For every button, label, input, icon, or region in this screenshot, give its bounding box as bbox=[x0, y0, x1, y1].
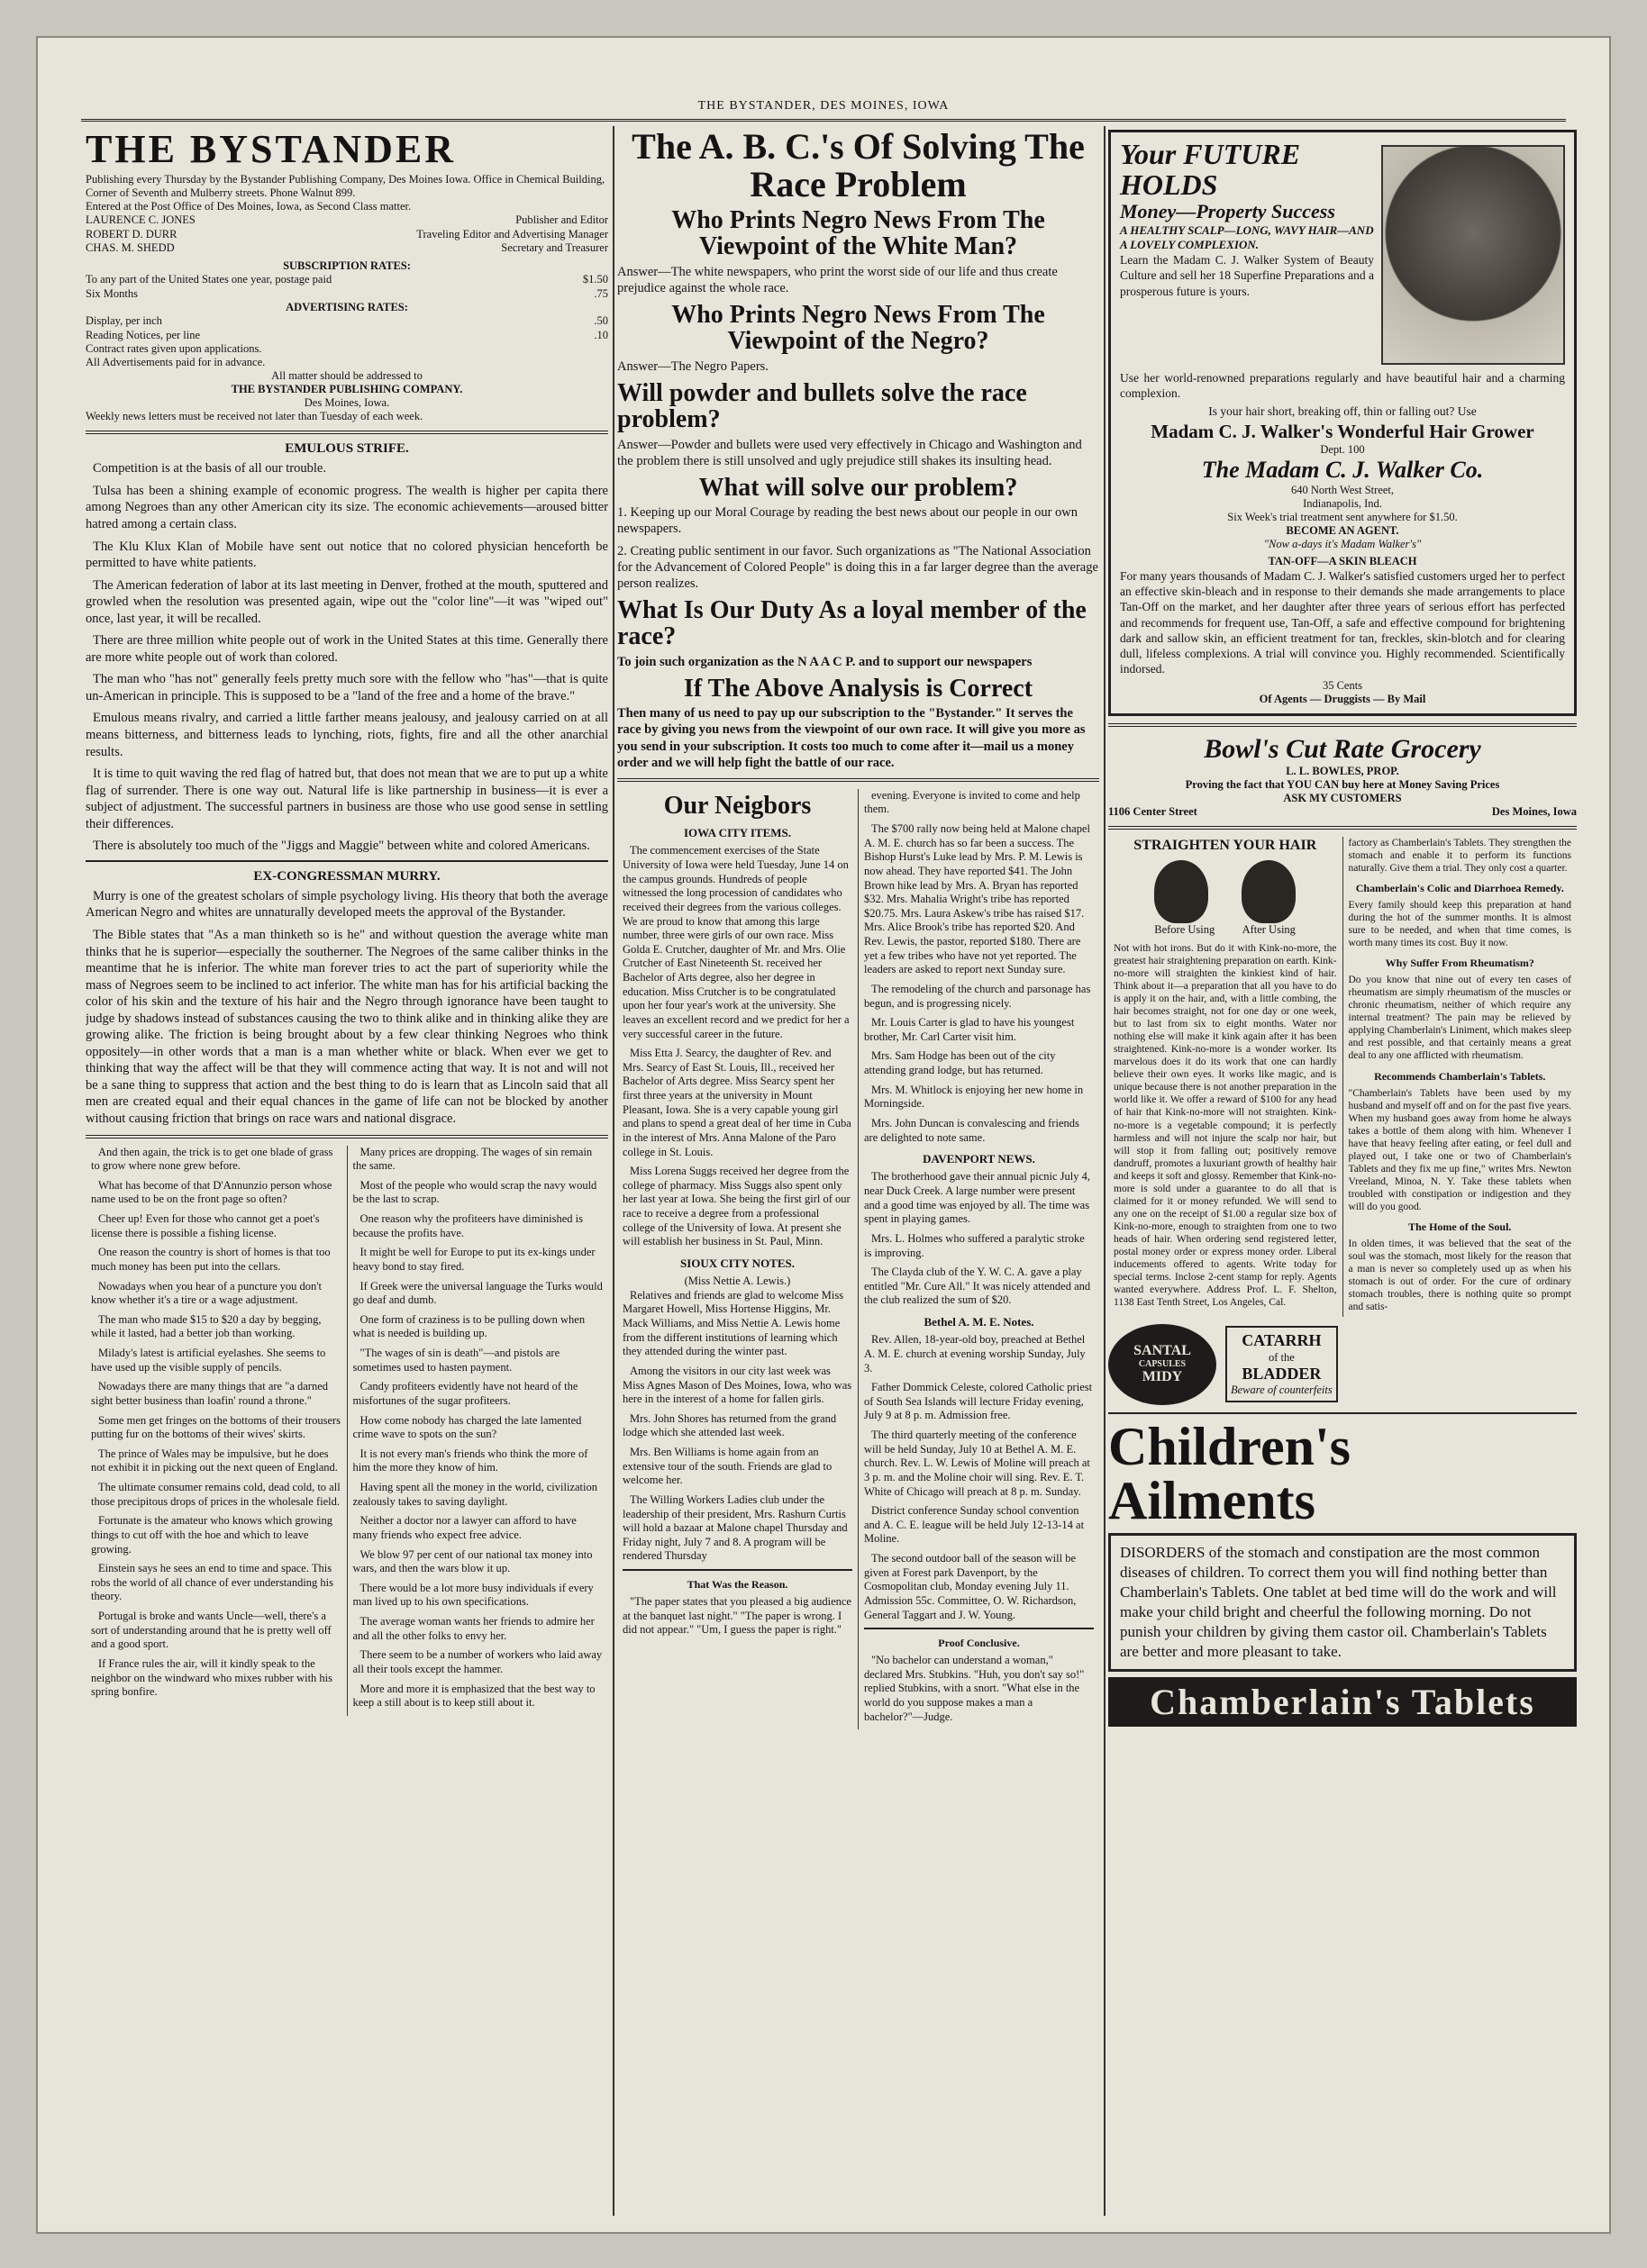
news-paragraph: The second outdoor ball of the season will be given at Forest park Davenport, by the Cosmopolitan club, Monday evening July 11. Admission 55c. Committee, O. W. Richardson, General Taggart and J. W. Young. bbox=[864, 1552, 1077, 1621]
colic-body: Every family should keep this preparation at hand during the hot of the summer months. It is almost sure to be needed, and when that time comes, is worth many times its cost. Buy it now. bbox=[1348, 900, 1571, 949]
article-paragraph: The man who "has not" generally feels pretty much sore with the fellow who "has"—that is quite un-American in principle. This is supposed to be a "land of the free and a home of the brave." bbox=[86, 672, 608, 703]
emulous-heading: EMULOUS STRIFE. bbox=[285, 441, 409, 457]
short-paragraph: The man who made $15 to $20 a day by begging, while it lasted, had a better job than working. bbox=[91, 1312, 322, 1340]
news-paragraph: Mrs. John Shores has returned from the grand lodge which she attended last week. bbox=[623, 1411, 837, 1439]
short-paragraph: How come nobody has charged the late lamented crime wave to spots on the sun? bbox=[352, 1413, 582, 1441]
short-paragraph: Some men get fringes on the bottoms of their trousers putting fur on the bottoms of their wives' skirts. bbox=[91, 1413, 341, 1441]
news-paragraph: Mrs. Ben Williams is home again from an extensive tour of the south. Friends are glad to welcome her. bbox=[623, 1446, 833, 1487]
hair-headline: STRAIGHTEN YOUR HAIR bbox=[1133, 838, 1317, 854]
rheum-body: Do you know that nine out of every ten cases of rheumatism are simply rheumatism of the muscles or chronic rheumatism, neither of which require any internal treatment? The pain may be relieved by applying Chamberlain's Liniment, which makes sleep and rest possible, and that certainly means a great deal to any one afflicted with rheumatism. bbox=[1348, 975, 1571, 1062]
company-city: Des Moines, Iowa. bbox=[304, 396, 390, 410]
childrens-headline: Children's bbox=[1108, 1416, 1351, 1476]
rate-row: Display, per inch .50 bbox=[86, 314, 608, 328]
abc-answer: To join such organization as the N A A C P. and to support our newspapers bbox=[617, 654, 1033, 669]
short-paragraph: There would be a lot more busy individuals if every man lived up to his own specifications. bbox=[352, 1581, 594, 1609]
grocery-ask: ASK MY CUSTOMERS bbox=[1283, 791, 1402, 804]
divider bbox=[623, 1569, 852, 1571]
walker-body: Use her world-renowned preparations regularly and have beautiful hair and a charming complexion. bbox=[1120, 371, 1565, 401]
divider bbox=[1108, 723, 1577, 727]
ads-columns bbox=[1108, 837, 1577, 1316]
abc-answer: 2. Creating public sentiment in our favor. Such organizations as "The National Association for the Advancement of Colored People" is doing this in a far larger degree than the average person realizes. bbox=[617, 543, 1098, 591]
walker-agent: BECOME AN AGENT. bbox=[1286, 523, 1399, 537]
chamberlain-intro: factory as Chamberlain's Tablets. They strengthen the stomach and enable it to perform its functions naturally. Give them a trial. They only cost a quarter. bbox=[1348, 838, 1571, 875]
news-paragraph: Relatives and friends are glad to welcome Miss Margaret Howell, Miss Hortense Higgins, Mr. Mack Williams, and Miss Nettie A. Lewis home from the different institutions of learning which they attended during the winter past. bbox=[623, 1288, 844, 1358]
abc-answer: Then many of us need to pay up our subscription to the "Bystander." It serves the race by giving you news from the viewpoint of our own race. It will give you more as you send in your subscription. It costs too much to come after it—mail us a money order and we will help fight the battle of our race. bbox=[617, 706, 1086, 770]
walker-line2: Money—Property Success bbox=[1120, 200, 1335, 223]
column-middle bbox=[617, 126, 1099, 2216]
rate-row: Six Months .75 bbox=[86, 286, 608, 300]
bethel-heading: Bethel A. M. E. Notes. bbox=[924, 1315, 1034, 1329]
news-paragraph: The brotherhood gave their annual picnic July 4, near Duck Creek. A large number were present and a good time was enjoyed by all. The time was spent in playing games. bbox=[864, 1170, 1090, 1226]
staff-row: CHAS. M. SHEDD Secretary and Treasurer bbox=[86, 241, 608, 255]
sioux-byline: (Miss Nettie A. Lewis.) bbox=[684, 1275, 791, 1288]
neighbors-heading: Our Neigbors bbox=[663, 791, 812, 820]
short-paragraph: The prince of Wales may be impulsive, but he does not exhibit it in picking out the next queen of England. bbox=[91, 1447, 338, 1474]
header-rule bbox=[81, 119, 1566, 122]
contract-note: Contract rates given upon applications. bbox=[86, 342, 262, 356]
running-head: THE BYSTANDER, DES MOINES, IOWA bbox=[697, 99, 950, 113]
short-paragraph: Most of the people who would scrap the navy would be the last to scrap. bbox=[352, 1178, 597, 1206]
abc-answer: Answer—The white newspapers, who print the worst side of our life and thus create prejudice against the whole race. bbox=[617, 264, 1058, 295]
news-paragraph: Mrs. M. Whitlock is enjoying her new home in Morningside. bbox=[864, 1083, 1084, 1111]
paragraphs-left bbox=[86, 1146, 347, 1716]
deadline-note: Weekly news letters must be received not later than Tuesday of each week. bbox=[86, 410, 423, 423]
paragraph-columns bbox=[86, 1146, 608, 1716]
news-paragraph: Mrs. L. Holmes who suffered a paralytic stroke is improving. bbox=[864, 1231, 1085, 1259]
short-paragraph: Candy profiteers evidently have not heard of the misfortunes of the sugar profiteers. bbox=[352, 1380, 578, 1407]
short-paragraph: What has become of that D'Annunzio person whose name used to be on the front page so often? bbox=[91, 1178, 332, 1206]
divider bbox=[1108, 1412, 1577, 1414]
article-paragraph: Tulsa has been a shining example of economic progress. The wealth is higher per capita there among Negroes than any other American city its size. The economic achievements—aroused bitter hatred among a certain class. bbox=[86, 483, 608, 532]
walker-grower: Madam C. J. Walker's Wonderful Hair Grower bbox=[1151, 420, 1534, 442]
divider bbox=[1108, 826, 1577, 830]
news-paragraph: Miss Lorena Suggs received her degree from the college of pharmacy. Miss Suggs also spent only her last year at Iowa. She being the first girl of our race to receive a degree from a professional college of the University of Iowa. At present she will establish her business in St. Paul, Minn. bbox=[623, 1165, 851, 1248]
walker-ad bbox=[1108, 130, 1577, 716]
publishing-note: Publishing every Thursday by the Bystander Publishing Company, Des Moines Iowa. Office in Chemical Building, Corner of Seventh and Mulberry streets. Phone Walnut 899. bbox=[86, 173, 605, 199]
chamberlain-notes bbox=[1342, 837, 1578, 1316]
short-paragraph: And then again, the trick is to get one blade of grass to grow where none grew before. bbox=[91, 1145, 333, 1173]
article-paragraph: The Klu Klux Klan of Mobile have sent out notice that no colored physician henceforth be permitted to have white patients. bbox=[86, 539, 608, 571]
tanoff-heading: TAN-OFF—A SKIN BLEACH bbox=[1268, 554, 1417, 567]
paid-note: All Advertisements paid for in advance. bbox=[86, 356, 266, 369]
news-paragraph: Father Dommick Celeste, colored Catholic priest of South Sea Islands will lecture Friday evening, July 9 at 8 p. m. Admission free. bbox=[864, 1381, 1093, 1422]
walker-city: Indianapolis, Ind. bbox=[1303, 496, 1382, 510]
column-divider bbox=[1104, 126, 1106, 2216]
news-paragraph: Rev. Allen, 18-year-old boy, preached at Bethel A. M. E. church at evening worship Sunday, July 3. bbox=[864, 1333, 1086, 1374]
article-paragraph: There is absolutely too much of the "Jiggs and Maggie" between white and colored Americans. bbox=[93, 839, 590, 854]
tanoff-where: Of Agents — Druggists — By Mail bbox=[1259, 692, 1426, 705]
short-paragraph: One reason why the profiteers have diminished is because the profits have. bbox=[352, 1212, 584, 1239]
abc-answer: Answer—The Negro Papers. bbox=[617, 358, 769, 374]
walker-company: The Madam C. J. Walker Co. bbox=[1201, 456, 1484, 483]
iowa-heading: IOWA CITY ITEMS. bbox=[683, 826, 792, 840]
walker-slogan: "Now a-days it's Madam Walker's" bbox=[1263, 537, 1422, 550]
staff-row: LAURENCE C. JONES Publisher and Editor bbox=[86, 213, 608, 226]
short-paragraph: It might be well for Europe to put its ex-kings under heavy bond to stay fired. bbox=[352, 1246, 596, 1273]
short-paragraph: Cheer up! Even for those who cannot get a poet's license there is possible a fishing license. bbox=[91, 1212, 320, 1239]
walker-line3: A HEALTHY SCALP—LONG, WAVY HAIR—AND A LOVELY COMPLEXION. bbox=[1120, 223, 1374, 252]
short-paragraph: Having spent all the money in the world, civilization zealously takes to saving daylight. bbox=[352, 1481, 597, 1508]
short-paragraph: Portugal is broke and wants Uncle—well, there's a sort of understanding around that he is pretty well off and a good sport. bbox=[91, 1610, 332, 1651]
tanoff-body: For many years thousands of Madam C. J. Walker's satisfied customers urged her to perfect an effective skin-bleach and in response to their demands she made arrangements to place Tan-Off on the market, and her daughter after three years of serious effort has perfected and recommends for frequent use, Tan-Off, a safe and effective compound for brightening dark and sallow skin, an efficient treatment for tan, freckles, skin-blotch and for clearing dull, lifeless complexions. A trial will convince you. Highly recommended. Scientifically indorsed. bbox=[1120, 568, 1565, 676]
tanoff-price: 35 Cents bbox=[1322, 678, 1363, 692]
company-name: THE BYSTANDER PUBLISHING COMPANY. bbox=[231, 383, 463, 396]
childrens-headline: Ailments bbox=[1108, 1470, 1315, 1530]
news-paragraph: Mrs. John Duncan is convalescing and friends are delighted to note same. bbox=[864, 1116, 1079, 1144]
advertising-heading: ADVERTISING RATES: bbox=[286, 301, 408, 314]
walker-dept: Dept. 100 bbox=[1320, 442, 1365, 456]
grocery-prop: L. L. BOWLES, PROP. bbox=[1286, 764, 1399, 777]
abc-question: Who Prints Negro News From The Viewpoint of the White Man? bbox=[671, 206, 1045, 261]
abc-answer: Answer—Powder and bullets were used very effectively in Chicago and Washington and the problem there is still unsolved and ugly prejudice still shakes its insulting head. bbox=[617, 437, 1082, 468]
subscription-heading: SUBSCRIPTION RATES: bbox=[283, 259, 411, 272]
short-paragraph: There seem to be a number of workers who laid away all their tools except the hammer. bbox=[352, 1648, 603, 1675]
news-paragraph: Among the visitors in our city last week was Miss Agnes Mason of Des Moines, Iowa, who was here in the interest of a home for fallen girls. bbox=[623, 1364, 852, 1406]
divider bbox=[86, 431, 608, 434]
grocery-address-row: 1106 Center Street Des Moines, Iowa bbox=[1108, 804, 1577, 818]
neighbors-columns bbox=[617, 789, 1099, 1730]
article-paragraph: Murry is one of the greatest scholars of simple psychology living. His theory that both the average American Negro and whites are unnaturally developed meets the approval of the Bystander. bbox=[86, 888, 608, 921]
soul-body: In olden times, it was believed that the seat of the soul was the stomach, most likely for the reason that a man is never so completely used up as when his stomach is out of order. For the cure of ordinary stomach troubles, there is nothing quite so prompt and satis- bbox=[1348, 1238, 1571, 1312]
walker-trial: Six Week's trial treatment sent anywhere for $1.50. bbox=[1227, 510, 1458, 523]
short-paragraph: If France rules the air, will it kindly speak to the neighbor on the windward who mixes rubber with his spring bonfire. bbox=[91, 1656, 333, 1699]
news-paragraph: evening. Everyone is invited to come and help them. bbox=[864, 788, 1080, 816]
short-paragraph: It is not every man's friends who think the more of him the more they know of him. bbox=[352, 1447, 588, 1474]
walker-body: Learn the Madam C. J. Walker System of Beauty Culture and sell her 18 Superfine Preparations and a prosperous future is yours. bbox=[1120, 253, 1374, 298]
short-paragraph: We blow 97 per cent of our national tax money into wars, and then the wars blow it up. bbox=[352, 1547, 593, 1575]
article-paragraph: It is time to quit waving the red flag of hatred but, that does not mean that we are to put up a white flag of surrender. There is one way out. Natural life is like partnership in business—it is ever a subject of adjustment. The successful partners in business are those who use good sense in settling their differences. bbox=[86, 767, 608, 831]
short-paragraph: If Greek were the universal language the Turks would go deaf and dumb. bbox=[352, 1279, 603, 1307]
before-after-image bbox=[1114, 860, 1337, 937]
rate-row: Reading Notices, per line .10 bbox=[86, 328, 608, 341]
neighbors-right bbox=[858, 789, 1099, 1730]
column-divider bbox=[613, 126, 614, 2216]
portrait-photo bbox=[1381, 145, 1565, 365]
proof-heading: Proof Conclusive. bbox=[938, 1637, 1020, 1650]
abc-question: Will powder and bullets solve the race problem? bbox=[617, 378, 1027, 434]
after-figure: After Using bbox=[1242, 860, 1296, 937]
walker-body: Is your hair short, breaking off, thin or falling out? Use bbox=[1208, 404, 1477, 418]
childrens-body: DISORDERS of the stomach and constipation are the most common diseases of children. To correct them you will find nothing better than Chamberlain's Tablets. One tablet at bed time will do the work and will make your child bright and cheerful the following morning. Do not punish your children by giving them castor oil. Chamberlain's Tablets are better and more pleasant to take. bbox=[1108, 1533, 1577, 1673]
article-paragraph: The American federation of labor at its last meeting in Denver, frothed at the mouth, sputtered and growled when the resolution was presented again, wipe out the "color line"—it was "wiped out" once, last year, it will be recalled. bbox=[86, 577, 608, 626]
rate-row: To any part of the United States one year, postage paid $1.50 bbox=[86, 272, 608, 286]
short-paragraph: The ultimate consumer remains cold, dead cold, to all those precipitous drops of prices in the wholesale field. bbox=[91, 1481, 341, 1508]
short-paragraph: Einstein says he sees an end to time and space. This robs the world of all chance of ever understanding his theory. bbox=[91, 1562, 334, 1603]
abc-headline: The A. B. C.'s Of Solving The Race Problem bbox=[632, 126, 1085, 204]
walker-headline: Your FUTURE HOLDS bbox=[1120, 138, 1301, 201]
abc-question: What Is Our Duty As a loyal member of the race? bbox=[617, 595, 1087, 651]
divider bbox=[864, 1628, 1094, 1629]
staff-row: ROBERT D. DURR Traveling Editor and Advertising Manager bbox=[86, 227, 608, 240]
chamberlain-banner: Chamberlain's Tablets bbox=[1108, 1677, 1577, 1727]
abc-question: What will solve our problem? bbox=[698, 473, 1018, 502]
masthead-title: THE BYSTANDER bbox=[86, 127, 457, 171]
abc-question: If The Above Analysis is Correct bbox=[683, 674, 1033, 703]
news-paragraph: The commencement exercises of the State University of Iowa were held Tuesday, June 14 on the campus grounds. Hundreds of people witnessed the long procession of candidates who received their degrees from the various colleges. We are proud to know that among this large number, three were girls of our own race. Miss Golda E. Crutcher, daughter of Mr. and Mrs. Olie Crutcher of East Nineteenth St. received her Bachelor of Arts degree, also her degree in education. Miss Crutcher is to be congratulated upon her four year's work at the university. She leaves an excellent record and we predict for her a very successful career in the future. bbox=[623, 844, 850, 1040]
entered-note: Entered at the Post Office of Des Moines, Iowa, as Second Class matter. bbox=[86, 200, 412, 213]
hair-body: Not with hot irons. But do it with Kink-no-more, the greatest hair straightening preparation on earth. Kink-no-more will straighten the kinkiest kind of hair. Think about it—a preparation that all you have to do is apply it on the hair, and, with a little combing, the hair becomes straight, not for one day or one week, but to last from six to eight months. Water nor nothing else will make it kink again after it has been straightened. Kink-no-more is a wonder worker. Its marvelous does it do its work that one can hardly believe their own eyes. It works like magic, and is unique because there is not another preparation in the world like it. We offer a reward of $100 for any head of hair that Kink-no-more will not straighten. Kink-no-more is a vegetable compound; it is perfectly harmless and will not injure the scalp nor hair, but will stop it from falling out; positively remove dandruff, promotes a luxuriant growth of healthy hair and keeps it soft and glossy. Remember that Kink-no-more is sold under a guarantee to do all that is claimed for it or money refunded. We will send to any one on the receipt of $1.00 a regular size box of Kink-no-more, enough to straighten from one to two heads of hair. When ordering send registered letter, postal money order or express money order. Liberal inducements offered to agents. Write today for special terms. Inclose 2-cent stamp for reply. Agents wanted everywhere. Address Prof. L. F. Shelton, 1138 East Tenth Street, Los Angeles, Cal. bbox=[1114, 943, 1337, 1308]
short-paragraph: Many prices are dropping. The wages of sin remain the same. bbox=[352, 1145, 593, 1173]
short-paragraph: Fortunate is the amateur who knows which growing things to cut off with the hoe and which to leave growing. bbox=[91, 1514, 333, 1556]
abc-answer: 1. Keeping up our Moral Courage by reading the best news about our people in our own newspapers. bbox=[617, 505, 1078, 537]
murry-heading: EX-CONGRESSMAN MURRY. bbox=[253, 868, 441, 884]
news-paragraph: District conference Sunday school convention and A. C. E. league will be held July 12-13-14 at Moline. bbox=[864, 1504, 1085, 1546]
news-paragraph: The Willing Workers Ladies club under the leadership of their president, Mrs. Rashurn Curtis will hold a bazaar at Malone chapel Thursday and Friday night, July 7 and 8. A program will be rendered Thursday bbox=[623, 1492, 848, 1563]
short-paragraph: More and more it is emphasized that the best way to keep a still about is to keep still about it. bbox=[352, 1682, 596, 1710]
neighbors-left bbox=[617, 789, 858, 1730]
before-figure: Before Using bbox=[1154, 860, 1215, 937]
davenport-heading: DAVENPORT NEWS. bbox=[923, 1152, 1035, 1166]
colic-heading: Chamberlain's Colic and Diarrhoea Remedy. bbox=[1355, 882, 1564, 895]
proof-text: "No bachelor can understand a woman," declared Mrs. Stubkins. "Huh, you don't say so!" replied Stubkins, with a snort. "What else in the world do you suppose makes a man a bachelor?"—Judge. bbox=[864, 1654, 1085, 1723]
divider bbox=[86, 860, 608, 862]
divider bbox=[617, 778, 1099, 782]
abc-question: Who Prints Negro News From The Viewpoint of the Negro? bbox=[671, 301, 1045, 356]
santal-logo: SANTAL CAPSULES MIDY bbox=[1108, 1324, 1216, 1405]
tablets-body: "Chamberlain's Tablets have been used by my husband and myself off and on for the past five years. When my husband goes away from home he always takes a bottle of them along with him. Whenever I have that heavy feeling after eating, or feel dull and played out, I take one or two of Chamberlain's Tablets and they fix me up fine," writes Mrs. Newton Vreeland, Minoa, N. Y. Take these tablets when troubled with constipation or indigestion and they will do you good. bbox=[1348, 1087, 1571, 1212]
short-paragraph: One form of craziness is to be pulling down when what is needed is building up. bbox=[352, 1312, 586, 1340]
column-left bbox=[86, 126, 608, 2216]
soul-heading: The Home of the Soul. bbox=[1408, 1220, 1512, 1233]
short-paragraph: Nowadays there are many things that are "a darned sight better business than loafin' round a throne." bbox=[91, 1380, 328, 1407]
article-paragraph: The Bible states that "As a man thinketh so is he" and without question the average white man thinks that he is superior—especially the southerner. The Negroes of the same caliber thinks in the meantime that he is inferior. The white man forever tries to act the part of superiority while the mass of Negroes seem to be inclined to act inferior. The white man has for his artificial backing the color of his skin and the texture of his hair and the Negro through ignorance have been taught to judge by shadows instead of substances causing the two to think alike and in thinking alike they are growing alike. The friction is being brought about by a few clear thinking Negroes who think oppositely—in other words that a man is a man whether white or black. When ever we get to thinking that way the affect will be that they will commence acting that way. It is not and will not be a sane thing to suppress that action and the best thing to do is learn that as Lincoln said that all men are created equal and their equal chances in the game of life can not be blocked by another without causing friction that brings on race wars and national disgrace. bbox=[86, 927, 608, 1126]
childrens-ad bbox=[1108, 1416, 1577, 1728]
grocery-ad bbox=[1108, 734, 1577, 820]
short-paragraph: Nowadays when you hear of a puncture you don't know whether it's a tire or a wage adjustment. bbox=[91, 1279, 323, 1307]
news-paragraph: Miss Etta J. Searcy, the daughter of Rev. and Mrs. Searcy of East St. Louis, Ill., received her Bachelor of Arts degree. Miss Searcy spent her first three years at the university in Mount Pleasant, Iowa. She is a very capable young girl and plans to spend a great deal of her time in Cuba in the interest of Mrs. Anna Malone of the Paro college in St. Louis. bbox=[623, 1047, 851, 1158]
news-paragraph: The Clayda club of the Y. W. C. A. gave a play entitled "Mr. Cure All." It was nicely attended and the club realized the sum of $20. bbox=[864, 1266, 1091, 1307]
address-line: All matter should be addressed to bbox=[271, 369, 423, 383]
santal-text: CATARRH of the BLADDER Beware of counterfeits bbox=[1225, 1326, 1338, 1402]
short-paragraph: Milady's latest is artificial eyelashes. She seems to have used up the visible supply of pencils. bbox=[91, 1347, 326, 1374]
reason-heading: That Was the Reason. bbox=[687, 1578, 788, 1592]
paragraphs-right bbox=[347, 1146, 609, 1716]
grocery-name: Bowl's Cut Rate Grocery bbox=[1204, 733, 1481, 764]
portrait-icon bbox=[1242, 860, 1296, 923]
hair-ad bbox=[1108, 837, 1342, 1316]
walker-street: 640 North West Street, bbox=[1290, 483, 1395, 496]
santal-ad bbox=[1108, 1324, 1577, 1405]
news-paragraph: Mr. Louis Carter is glad to have his youngest brother, Mr. Carl Carter visit him. bbox=[864, 1016, 1075, 1043]
news-paragraph: The $700 rally now being held at Malone chapel A. M. E. church has so far been a success. The Bishop Hurst's Luke lead by Mrs. P. M. Lewis is now ahead. They have reported $41. The John Brown hike lead by Mrs. A. Bryan has reported $32. Mrs. Mahalia Wright's tribe has reported $20.75. Mrs. Laura Askew's tribe has raised $17. Mrs. Alice Brook's tribe has reported $20. And Rev. Lewis, the pastor, reported $180. There are yet a few tribes who have not yet reported. The leaders are asked to report next Sunday sure. bbox=[864, 822, 1090, 976]
article-paragraph: Competition is at the basis of all our trouble. bbox=[93, 461, 326, 476]
short-paragraph: One reason the country is short of homes is that too much money has been put into the cellars. bbox=[91, 1246, 331, 1273]
divider bbox=[86, 1135, 608, 1139]
news-paragraph: Mrs. Sam Hodge has been out of the city attending grand lodge, but has returned. bbox=[864, 1049, 1056, 1077]
article-paragraph: Emulous means rivalry, and carried a little farther means jealousy, and jealousy carried on at all means bitterness, and bitterness leads to lynching, riots, fights, fire and all the other anarchial results. bbox=[86, 711, 608, 759]
news-paragraph: The remodeling of the church and parsonage has begun, and is progressing nicely. bbox=[864, 982, 1091, 1010]
newspaper-page bbox=[36, 36, 1611, 2234]
article-paragraph: There are three million white people out of work in the United States at this time. Generally there are more white people out of work than colored. bbox=[86, 633, 608, 665]
short-paragraph: "The wages of sin is death"—and pistols are sometimes used to hasten payment. bbox=[352, 1347, 560, 1374]
short-paragraph: Neither a doctor nor a lawyer can afford to have many friends who expect free advice. bbox=[352, 1514, 577, 1541]
news-paragraph: The third quarterly meeting of the conference will be held Sunday, July 10 at Bethel A. M. E. church. Rev. L. W. Lewis of Moline will preach at 3 p. m. and the Moline choir will sing. Rev. E. T. White of Chicago will preach at 8 p. m. Sunday. bbox=[864, 1429, 1090, 1498]
tablets-heading: Recommends Chamberlain's Tablets. bbox=[1374, 1069, 1546, 1083]
reason-text: "The paper states that you pleased a big audience at the banquet last night." "The paper is wrong. I did not appear." "Um, I guess the paper is right." bbox=[623, 1595, 851, 1637]
grocery-line: Proving the fact that YOU CAN buy here at Money Saving Prices bbox=[1185, 777, 1500, 791]
sioux-heading: SIOUX CITY NOTES. bbox=[679, 1256, 796, 1270]
portrait-icon bbox=[1154, 860, 1208, 923]
rheum-heading: Why Suffer From Rheumatism? bbox=[1385, 957, 1534, 970]
column-right bbox=[1108, 126, 1577, 2216]
short-paragraph: The average woman wants her friends to admire her and all the other folks to envy her. bbox=[352, 1615, 595, 1642]
